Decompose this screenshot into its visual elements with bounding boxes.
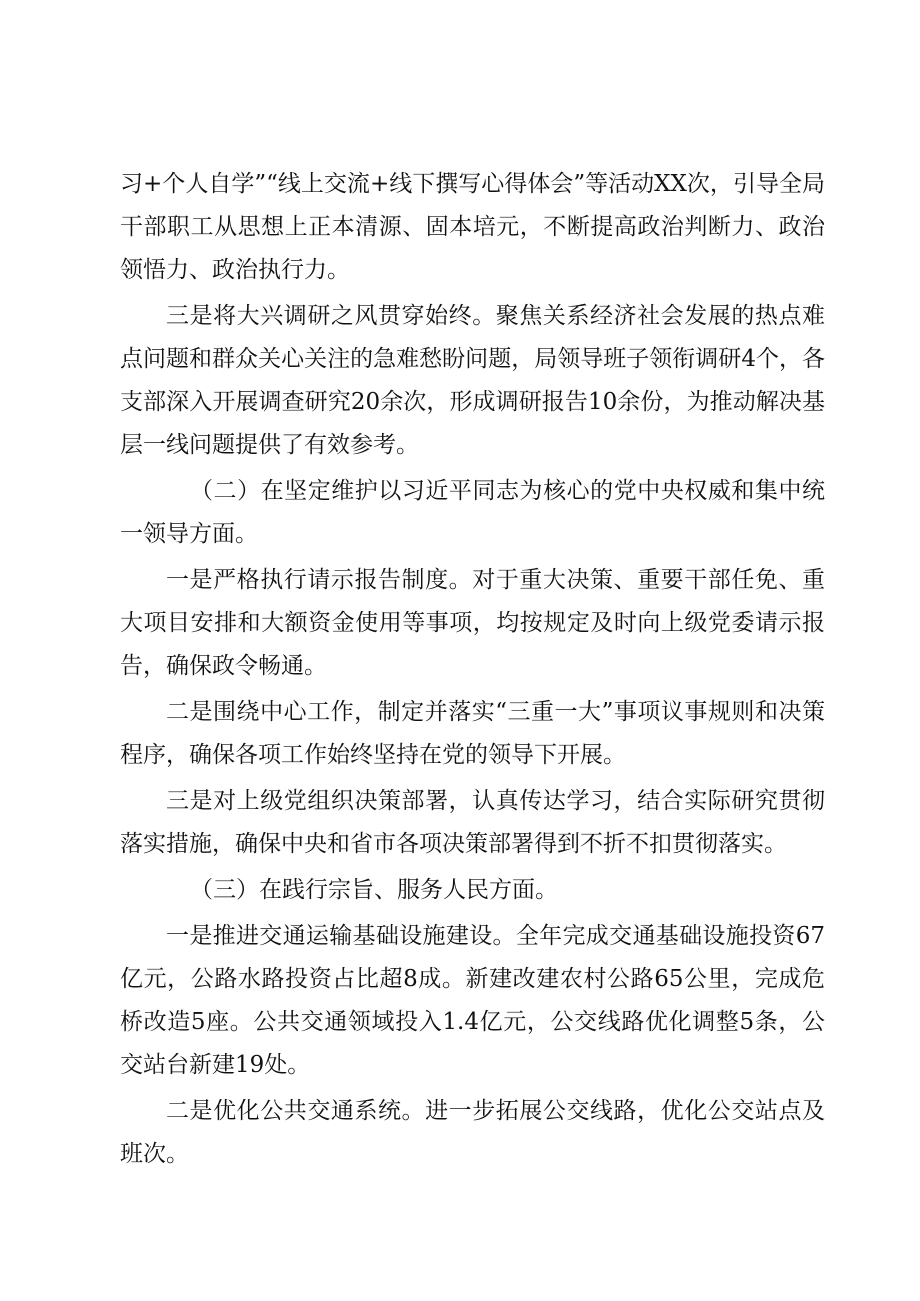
paragraph-implementation: 三是对上级党组织决策部署，认真传达学习，结合实际研究贯彻落实措施，确保中央和省市各项决策部署得到不折不扣贯彻落实。	[120, 788, 825, 857]
section-heading-2: （二）在坚定维护以习近平同志为核心的党中央权威和集中统一领导方面。	[120, 478, 825, 547]
paragraph-research: 三是将大兴调研之风贯穿始终。聚焦关系经济社会发展的热点难点问题和群众关心关注的急难愁盼问题，局领导班子领衔调研4个，各支部深入开展调查研究20余次，形成调研报告10余份，为推动解决基层一线问题提供了有效参考。	[120, 303, 825, 458]
document-body	[120, 163, 825, 1176]
paragraph-infrastructure: 一是推进交通运输基础设施建设。全年完成交通基础设施投资67亿元，公路水路投资占比超8成。新建改建农村公路65公里，完成危桥改造5座。公共交通领域投入1.4亿元，公交线路优化调整5条，公交站台新建19处。	[120, 923, 825, 1078]
paragraph-central-work: 二是围绕中心工作，制定并落实“三重一大”事项议事规则和决策程序，确保各项工作始终坚持在党的领导下开展。	[120, 699, 825, 768]
section-heading-3: （三）在践行宗旨、服务人民方面。	[190, 877, 558, 903]
paragraph-reporting-system: 一是严格执行请示报告制度。对于重大决策、重要干部任免、重大项目安排和大额资金使用等事项，均按规定及时向上级党委请示报告，确保政令畅通。	[120, 567, 825, 679]
paragraph-public-transport: 二是优化公共交通系统。进一步拓展公交线路，优化公交站点及班次。	[120, 1098, 825, 1167]
paragraph-continuation: 习+个人自学”“线上交流+线下撰写心得体会”等活动XX次，引导全局干部职工从思想上正本清源、固本培元，不断提高政治判断力、政治领悟力、政治执行力。	[120, 171, 825, 283]
